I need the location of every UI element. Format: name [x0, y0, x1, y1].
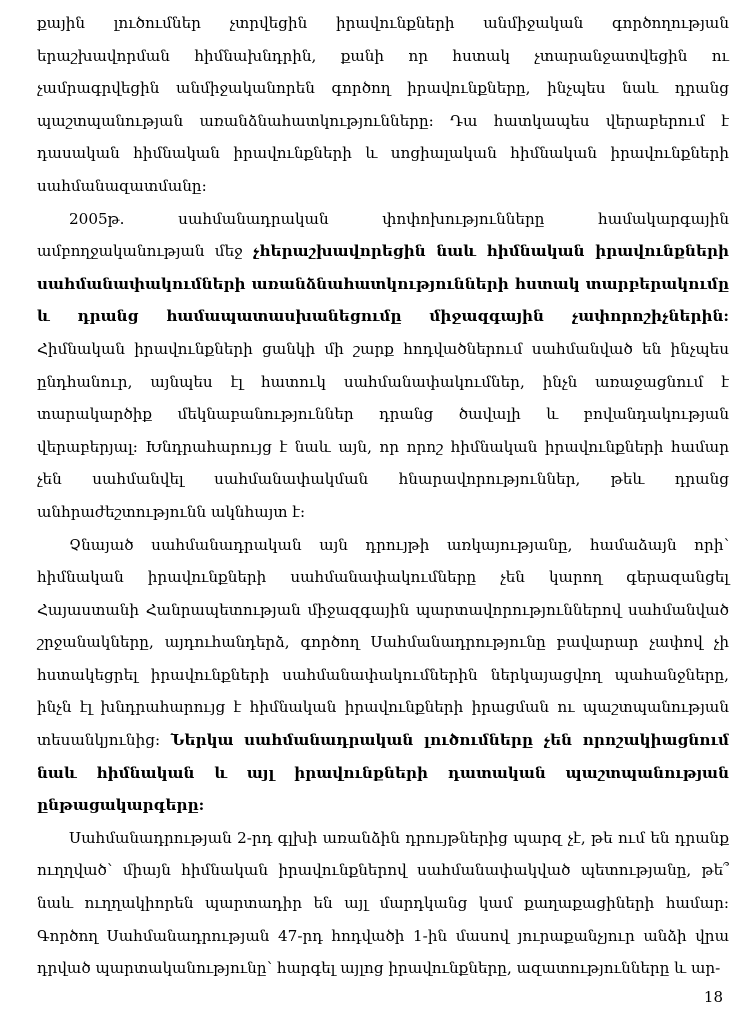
paragraph-2-intro: 2005թ. սահմանադրական փոփոխությունները համակարգային ամբողջականության մեջ	[37, 209, 729, 261]
paragraph-4	[37, 822, 729, 985]
paragraph-2	[37, 203, 729, 529]
paragraph-1	[37, 7, 729, 203]
paragraph-3	[37, 529, 729, 822]
paragraph-2-rest: Հիմնական իրավունքների ցանկի մի շարք հոդվածներում սահմանված են ինչպես ընդհանուր, այնպես էլ հատուկ սահմանափակումներ, ինչն առաջացնում է տարակարծիք մեկնաբանություններ դրանց ծավալի և բովանդակության վերաբերյալ: Խնդրահարույց է նաև այն, որ որոշ հիմնական իրավունքների համար չեն սահմանվել սահմանափակման հնարավորություններ, թեև դրանց անհրաժեշտությունն ակնհայտ է:	[37, 339, 729, 521]
paragraph-3-text: Չնայած սահմանադրական այն դրույթի առկայությանը, համաձայն որի՝ հիմնական իրավունքների սահմանափակումները չեն կարող գերազանցել Հայաստանի Հանրապետության միջազգային պարտավորություններով սահմանված շրջանակները, այդուհանդերձ, գործող Սահմանադրությունը բավարար չափով չի հստակեցրել իրավունքների սահմանափակումներին ներկայացվող պահանջները, ինչն էլ խնդրահարույց է հիմնական իրավունքների իրացման ու պաշտպանության տեսանկյունից:	[37, 535, 729, 750]
paragraph-3-bold-text: Ներկա սահմանադրական լուծումները չեն որոշակիացնում նաև հիմնական և այլ իրավունքների դատական պաշտպանության ընթացակարգերը:	[37, 731, 729, 815]
paragraph-1-text: քային լուծումներ չտրվեցին իրավունքների անմիջական գործողության երաշխավորման հիմնախնդրին, քանի որ հստակ չտարանջատվեցին ու չամրագրվեցին անմիջականորեն գործող իրավունքները, ինչպես նաև դրանց պաշտպանության առանձնահատկությունները: Դա հատկապես վերաբերում է դասական հիմնական իրավունքների և սոցիալական հիմնական իրավունքների սահմանազատմանը:	[37, 14, 729, 195]
paragraph-2-bold-text: չհերաշխավորեցին նաև հիմնական իրավունքների սահմանափակումների առանձնահատկությունների հստակ տարբերակումը և դրանց համապատասխանեցումը միջազգային չափորոշիչներին:	[37, 242, 729, 326]
page-number: 18	[703, 988, 723, 1006]
paragraph-4-text: Սահմանադրության 2-րդ գլխի առանձին դրույթներից պարզ չէ, թե ում են դրանք ուղղված՝ միայն հիմնական իրավունքներով սահմանափակված պետությանը, թե՞ նաև ուղղակիորեն պարտադիր են այլ մարդկանց կամ քաղաքացիների համար: Գործող Սահմանադրության 47-րդ հոդվածի 1-ին մասով յուրաքանչյուր անձի վրա դրված պարտականությունը՝ հարգել այլոց իրավունքները, ազատությունները և ար-	[37, 828, 729, 978]
